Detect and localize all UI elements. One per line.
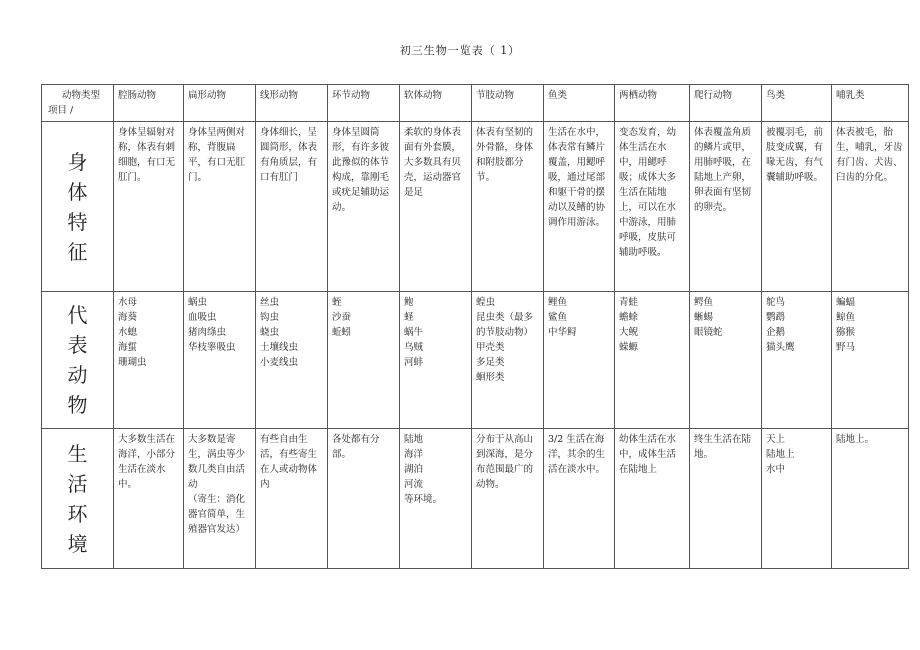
table-cell: [690, 292, 762, 429]
column-header: 节肢动物: [472, 85, 544, 122]
table-cell: [328, 122, 400, 292]
table-cell: [400, 122, 472, 292]
table-cell: [184, 122, 256, 292]
corner-top-label: 动物类型: [62, 90, 101, 101]
cell-text: 大多数是寄生，涡虫等少数几类自由活动 （寄生：消化器官简单，生殖器官发达）: [188, 434, 246, 535]
cell-text: 蝙蝠 鲸鱼 猕猴 野马: [836, 297, 856, 353]
cell-text: 变态发育，幼体生活在水中，用鳃呼吸；成体大多生活在陆地上，可以在水中游泳，用肺呼吸，皮肤可辅助呼吸。: [619, 127, 677, 258]
table-cell: [544, 122, 615, 292]
table-cell: [400, 429, 472, 569]
column-header: 哺乳类: [832, 85, 909, 122]
table-cell: [114, 292, 184, 429]
cell-text: 青蛙 蟾蜍 大鲵 蝾螈: [619, 297, 639, 353]
table-cell: [762, 122, 832, 292]
table-cell: [328, 429, 400, 569]
table-cell: [832, 122, 909, 292]
cell-text: 天上 陆地上 水中: [766, 434, 795, 475]
cell-text: 柔软的身体表面有外套膜，大多数具有贝壳，运动器官是足: [404, 127, 462, 198]
table-cell: [328, 292, 400, 429]
table-cell: [184, 292, 256, 429]
cell-text: 终生生活在陆地。: [694, 434, 752, 460]
cell-text: 身体细长，呈圆筒形，体表有角质层，有口有肛门: [260, 127, 318, 183]
cell-text: 体表被毛，胎生，哺乳，牙齿有门齿、犬齿、臼齿的分化。: [836, 127, 903, 183]
cell-text: 水母 海葵 水螅 海蜇 珊瑚虫: [118, 297, 147, 368]
table-cell: [472, 429, 544, 569]
table-cell: [472, 122, 544, 292]
corner-bottom-label: 项目 /: [48, 105, 74, 116]
cell-text: 各处都有分部。: [332, 434, 380, 460]
table-cell: [544, 429, 615, 569]
table-row: [42, 122, 909, 292]
table-cell: [114, 429, 184, 569]
cell-text: 身体呈辐射对称，体表有刺细胞，有口无肛门。: [118, 127, 176, 183]
column-header: 鸟类: [762, 85, 832, 122]
cell-text: 被覆羽毛，前肢变成翼，有喙无齿，有气囊辅助呼吸。: [766, 127, 824, 183]
table-cell: [762, 292, 832, 429]
cell-text: 大多数生活在海洋，小部分生活在淡水中。: [118, 434, 176, 490]
table-cell: [114, 122, 184, 292]
table-cell: [615, 429, 690, 569]
row-label-cell: [42, 122, 114, 292]
cell-text: 身体呈圆筒形，有许多彼此豫似的体节构成，靠刚毛或疣足辅助运动。: [332, 127, 390, 213]
cell-text: 蜗虫 血吸虫 猪肉绦虫 华枝睾吸虫: [188, 297, 236, 353]
cell-text: 幼体生活在水中，成体生活在陆地上: [619, 434, 677, 475]
cell-text: 鲤鱼 鲨鱼 中华鲟: [548, 297, 577, 338]
table-cell: [472, 292, 544, 429]
row-label: 代 表 动 物: [67, 303, 88, 417]
column-header: 鱼类: [544, 85, 615, 122]
table-cell: [832, 429, 909, 569]
page-title: 初三生物一览表（ 1）: [399, 44, 521, 57]
cell-text: 鸵鸟 鹦鹉 企鹅 猫头鹰: [766, 297, 795, 353]
table-cell: [256, 292, 328, 429]
table-cell: [690, 122, 762, 292]
cell-text: 陆地 海洋 湖泊 河流 等环境。: [404, 434, 443, 505]
cell-text: 分布于从高山到深海，是分布范围最广的动物。: [476, 434, 534, 490]
cell-text: 鳄鱼 蜥蜴 眼镜蛇: [694, 297, 723, 338]
table-cell: [184, 429, 256, 569]
corner-cell: [42, 85, 114, 122]
column-header: 两栖动物: [615, 85, 690, 122]
cell-text: 生活在水中，体表常有鳞片覆盖，用鳃呼吸，通过尾部和躯干骨的摆动以及鳍的协调作用游泳。: [548, 127, 606, 228]
cell-text: 蛭 沙蚕 蚯蚓: [332, 297, 352, 338]
cell-text: 身体呈两侧对称，背腹扁平，有口无肛门。: [188, 127, 246, 183]
table-cell: [615, 122, 690, 292]
cell-text: 鲍 蛏 蜗牛 乌贼 河蚌: [404, 297, 424, 368]
column-header: 环节动物: [328, 85, 400, 122]
table-cell: [832, 292, 909, 429]
row-label: 身 体 特 征: [67, 149, 88, 264]
table-cell: [256, 429, 328, 569]
cell-text: 3/2 生活在海洋，其余的生活在淡水中。: [548, 434, 606, 475]
column-header: 线形动物: [256, 85, 328, 122]
row-label: 生 活 环 境: [67, 441, 88, 556]
row-label-cell: [42, 292, 114, 429]
column-header: 软体动物: [400, 85, 472, 122]
cell-text: 丝虫 钩虫 蛲虫 土壤线虫 小麦线虫: [260, 297, 299, 368]
cell-text: 体表有坚韧的外骨骼，身体和附肢都分节。: [476, 127, 534, 183]
cell-text: 有些自由生活，有些寄生在人或动物体内: [260, 434, 318, 490]
column-header: 爬行动物: [690, 85, 762, 122]
column-header: 扁形动物: [184, 85, 256, 122]
row-label-cell: [42, 429, 114, 569]
cell-text: 体表覆盖角质的鳞片或甲，用肺呼吸，在陆地上产卵，卵表面有坚韧的卵壳。: [694, 127, 752, 213]
header-row: [42, 85, 909, 122]
table-cell: [400, 292, 472, 429]
table-cell: [690, 429, 762, 569]
cell-text: 蝗虫 昆虫类（最多的节肢动物） 甲壳类 多足类 蛔形类: [476, 297, 534, 383]
biology-table: [41, 84, 909, 569]
table-cell: [256, 122, 328, 292]
table-cell: [762, 429, 832, 569]
table-row: [42, 292, 909, 429]
table-cell: [615, 292, 690, 429]
cell-text: 陆地上。: [836, 434, 875, 445]
column-header: 腔肠动物: [114, 85, 184, 122]
table-row: [42, 429, 909, 569]
table-cell: [544, 292, 615, 429]
